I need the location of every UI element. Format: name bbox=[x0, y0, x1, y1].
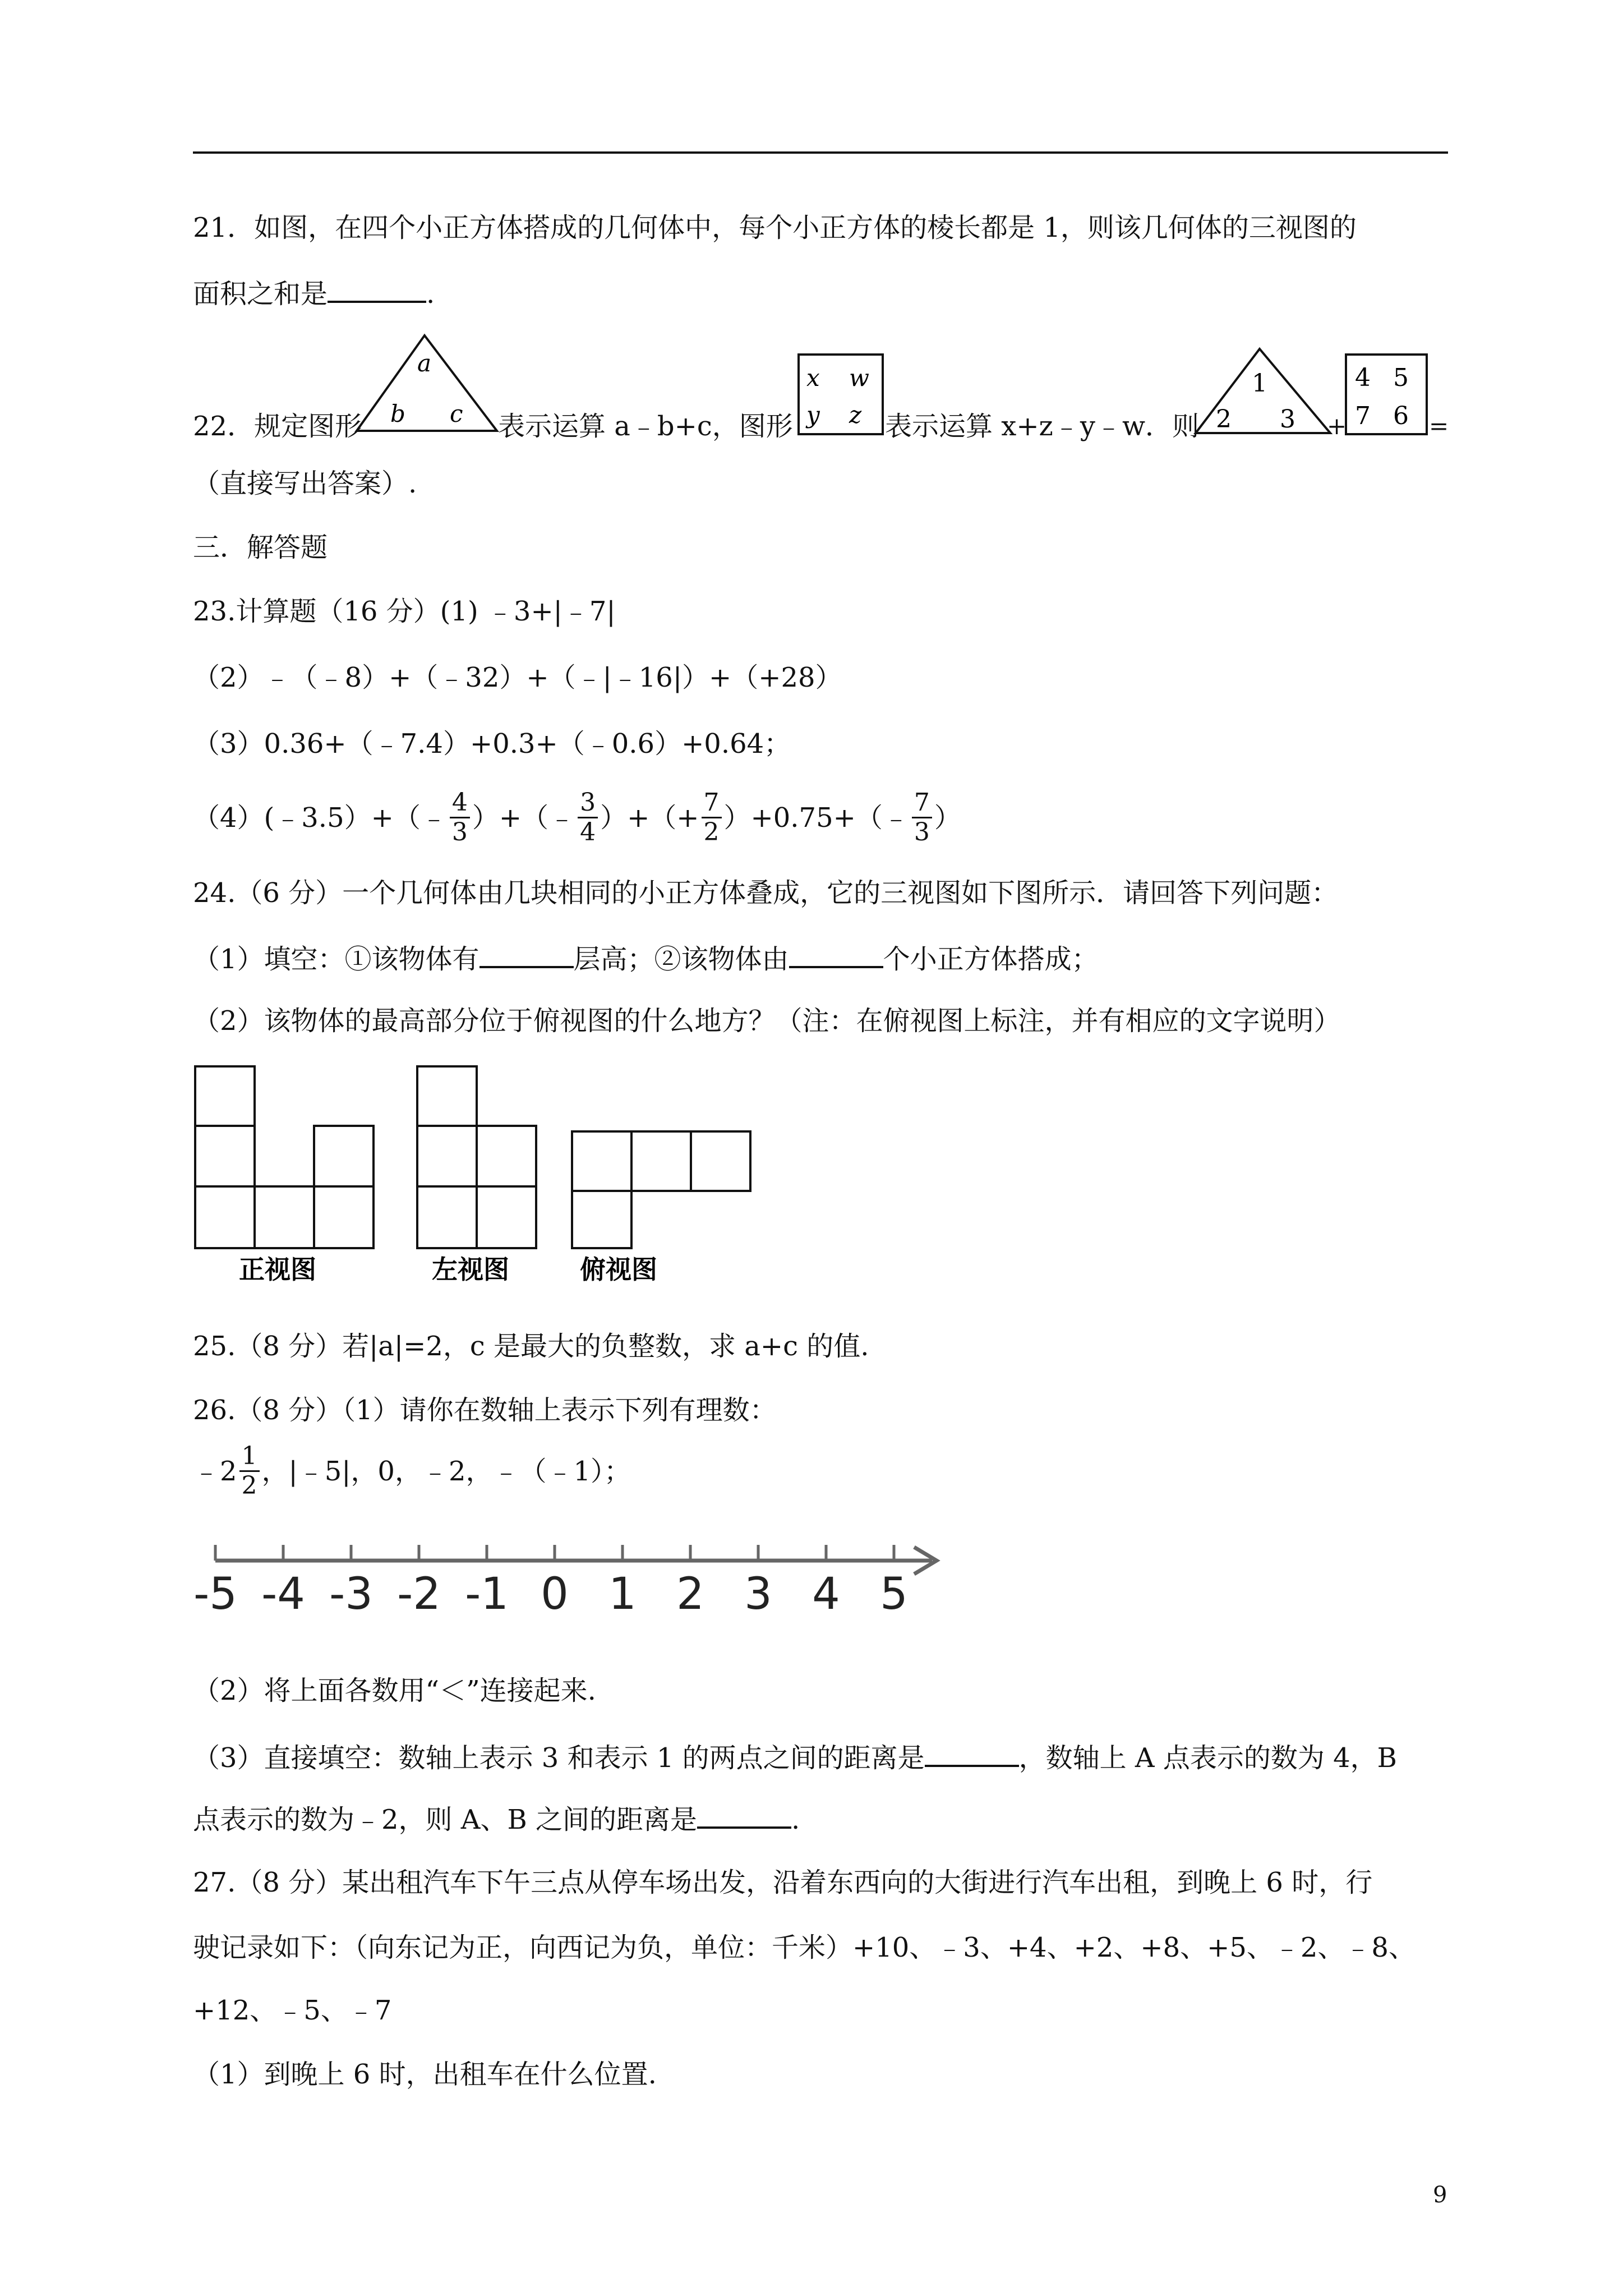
q27-line1: 27.（8 分）某出租汽车下午三点从停车场出发，沿着东西向的大街进行汽车出租，到晚上 6 时，行 bbox=[193, 1867, 1373, 1898]
frac-den: 3 bbox=[451, 818, 468, 846]
q21-answer-blank[interactable] bbox=[328, 275, 426, 303]
q25-line1: 25.（8 分）若|a|=2，c 是最大的负整数，求 a+c 的值. bbox=[193, 1331, 869, 1362]
q27-line3: +12、﹣5、﹣7 bbox=[193, 1995, 392, 2026]
q24-cubes-blank[interactable] bbox=[789, 940, 883, 968]
sq2-label-5: 5 bbox=[1393, 364, 1409, 392]
number-line-label: -2 bbox=[397, 1569, 441, 1619]
fraction-7-3 bbox=[912, 789, 932, 846]
q26-distance-blank-2[interactable] bbox=[697, 1801, 791, 1829]
fraction-7-2 bbox=[702, 789, 722, 846]
q22-mid1: 表示运算 a﹣b+c，图形 bbox=[498, 411, 793, 442]
q26-mixed-whole: ﹣2 bbox=[193, 1456, 237, 1487]
number-line-label: 5 bbox=[880, 1569, 908, 1619]
q27-line4: （1）到晚上 6 时，出租车在什么位置. bbox=[193, 2059, 657, 2090]
tri2-label-3: 3 bbox=[1280, 405, 1295, 434]
q23-l4-part4: ）+0.75+（﹣ bbox=[723, 802, 910, 834]
fraction-1-2 bbox=[239, 1442, 260, 1500]
q21-line1: 21．如图，在四个小正方体搭成的几何体中，每个小正方体的棱长都是 1，则该几何体的三视图的 bbox=[193, 212, 1357, 243]
frac-den: 4 bbox=[580, 818, 596, 846]
q26-l4-part1: 点表示的数为﹣2，则 A、B 之间的距离是 bbox=[193, 1804, 697, 1835]
sq2-label-6: 6 bbox=[1393, 402, 1409, 430]
tri2-label-1: 1 bbox=[1252, 369, 1267, 398]
tri2-label-2: 2 bbox=[1216, 405, 1232, 434]
front-view-label: 正视图 bbox=[239, 1254, 316, 1285]
q23-l4-part1: （4）(﹣3.5）+（﹣ bbox=[193, 802, 448, 834]
q26-line4 bbox=[193, 1801, 800, 1835]
sq-label-z: z bbox=[849, 401, 862, 429]
q22-triangle-abc bbox=[353, 331, 505, 438]
fraction-3-4 bbox=[578, 789, 598, 846]
three-views-figure bbox=[191, 1063, 763, 1287]
q24-l2-part3: 个小正方体搭成； bbox=[883, 944, 1099, 975]
fraction-4-3 bbox=[450, 789, 470, 846]
number-line bbox=[191, 1537, 953, 1627]
q21-text: 面积之和是 bbox=[193, 278, 328, 310]
q26-numbers bbox=[193, 1441, 631, 1502]
number-line-label: -3 bbox=[329, 1569, 373, 1619]
q24-line1: 24.（6 分）一个几何体由几块相同的小正方体叠成，它的三视图如下图所示．请回答下列问题： bbox=[193, 877, 1339, 909]
number-line-label: -5 bbox=[193, 1569, 237, 1619]
frac-den: 3 bbox=[914, 818, 930, 846]
q23-line2: （2）﹣（﹣8）+（﹣32）+（﹣|﹣16|）+（+28） bbox=[193, 662, 842, 693]
sq2-label-4: 4 bbox=[1355, 364, 1371, 392]
number-line-label: -4 bbox=[261, 1569, 305, 1619]
q26-l3-part1: （3）直接填空：数轴上表示 3 和表示 1 的两点之间的距离是 bbox=[193, 1742, 925, 1774]
q26-line2: （2）将上面各数用“＜”连接起来. bbox=[193, 1675, 596, 1706]
q23-line4 bbox=[193, 784, 961, 852]
q26-distance-blank-1[interactable] bbox=[925, 1739, 1019, 1767]
section3-title: 三．解答题 bbox=[193, 532, 328, 563]
q26-line1: 26.（8 分）（1）请你在数轴上表示下列有理数： bbox=[193, 1395, 777, 1426]
q23-l4-part5: ） bbox=[934, 802, 961, 834]
number-line-label: 4 bbox=[812, 1569, 840, 1619]
frac-num: 7 bbox=[702, 789, 722, 818]
tri-label-a: a bbox=[417, 349, 432, 377]
sq2-label-7: 7 bbox=[1355, 402, 1371, 430]
q26-numbers-rest: ，|﹣5|，0，﹣2，﹣（﹣1）； bbox=[261, 1456, 631, 1487]
page-number: 9 bbox=[1433, 2182, 1447, 2208]
frac-den: 2 bbox=[241, 1471, 257, 1500]
q23-l4-part3: ）+（+ bbox=[600, 802, 699, 834]
number-line-label: 3 bbox=[744, 1569, 772, 1619]
frac-num: 4 bbox=[450, 789, 470, 818]
q24-layers-blank[interactable] bbox=[479, 940, 574, 968]
q24-l2-part2: 层高；②该物体由 bbox=[573, 944, 789, 975]
tri-label-b: b bbox=[390, 400, 405, 427]
q26-l3-part2: ，数轴上 A 点表示的数为 4，B bbox=[1018, 1742, 1397, 1774]
frac-num: 7 bbox=[912, 789, 932, 818]
header-rule bbox=[193, 151, 1448, 154]
q26-l4-part2: . bbox=[791, 1804, 800, 1835]
q21-end: . bbox=[426, 278, 435, 310]
q24-line3: （2）该物体的最高部分位于俯视图的什么地方？（注：在俯视图上标注，并有相应的文字说明） bbox=[193, 1005, 1341, 1037]
q24-l2-part1: （1）填空：①该物体有 bbox=[193, 944, 479, 975]
q23-line3: （3）0.36+（﹣7.4）+0.3+（﹣0.6）+0.64； bbox=[193, 728, 791, 760]
tri-label-c: c bbox=[450, 400, 463, 427]
frac-num: 1 bbox=[239, 1442, 260, 1472]
q26-line3 bbox=[193, 1739, 1397, 1774]
sq-label-x: x bbox=[806, 364, 820, 392]
number-line-label: 2 bbox=[676, 1569, 704, 1619]
q24-line2 bbox=[193, 940, 1099, 975]
number-line-label: 0 bbox=[541, 1569, 569, 1619]
number-line-label: -1 bbox=[465, 1569, 509, 1619]
q22-prefix: 22．规定图形 bbox=[193, 411, 362, 442]
q22-mid2: 表示运算 x+z﹣y﹣w．则 bbox=[885, 411, 1200, 442]
frac-num: 3 bbox=[578, 789, 598, 818]
frac-den: 2 bbox=[703, 818, 720, 846]
q22-plus: + bbox=[1327, 412, 1347, 440]
sq-label-w: w bbox=[849, 364, 869, 392]
q22-triangle-123 bbox=[1193, 346, 1339, 439]
q22-square-xwyz bbox=[797, 353, 885, 435]
q22-equals: = bbox=[1429, 412, 1449, 440]
top-view-label: 俯视图 bbox=[580, 1254, 657, 1285]
q23-line1: 23.计算题（16 分）(1) ﹣3+|﹣7| bbox=[193, 596, 616, 627]
left-view-label: 左视图 bbox=[432, 1254, 509, 1285]
number-line-label: 1 bbox=[608, 1569, 637, 1619]
sq-label-y: y bbox=[806, 401, 820, 429]
q27-line2: 驶记录如下：（向东记为正，向西记为负，单位：千米）+10、﹣3、+4、+2、+8、+5、﹣2、﹣8、 bbox=[193, 1932, 1415, 1963]
q22-square-4576 bbox=[1345, 353, 1429, 435]
q21-line2 bbox=[193, 275, 435, 310]
q22-line2: （直接写出答案）. bbox=[193, 468, 417, 499]
q23-l4-part2: ）+（﹣ bbox=[472, 802, 576, 834]
